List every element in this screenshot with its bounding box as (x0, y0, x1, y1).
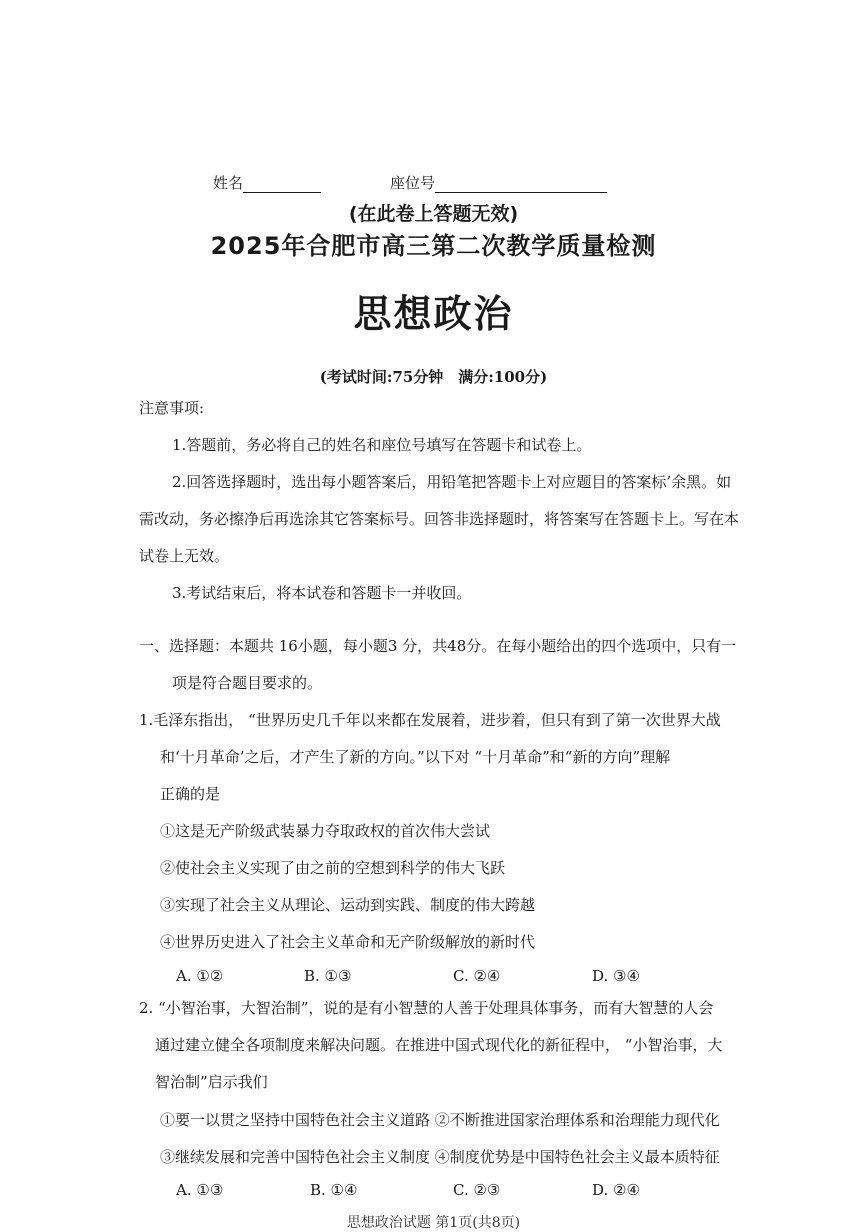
q2-choice-b: B. ①④ (310, 1181, 358, 1199)
q2-choice-c: C. ②③ (453, 1181, 501, 1199)
q1-choice-b: B. ①③ (304, 967, 352, 985)
q1-choice-a: A. ①② (176, 967, 224, 985)
q2-stem-line-2: 通过建立健全各项制度来解决问题。在推进中国式现代化的新征程中， “小智治事，大 (155, 1036, 723, 1054)
exam-title: 2025年合肥市高三第二次教学质量检测 (210, 232, 657, 260)
page-footer: 思想政治试题 第1页(共8页) (346, 1215, 521, 1231)
q2-option-row-1: ①要一以贯之坚持中国特色社会主义道路 ②不断推进国家治理体系和治理能力现代化 (160, 1111, 720, 1129)
q2-option-row-2: ③继续发展和完善中国特色社会主义制度 ④制度优势是中国特色社会主义最本质特征 (160, 1148, 720, 1166)
note-item-1: 1.答题前，务必将自己的姓名和座位号填写在答题卡和试卷上。 (172, 436, 592, 454)
seat-label: 座位号 (390, 174, 436, 192)
q2-stem-line-1: 2. “小智治事，大智治制”，说的是有小智慧的人善于处理具体事务，而有大智慧的人会 (139, 999, 714, 1017)
q1-option-3: ③实现了社会主义从理论、运动到实践、制度的伟大跨越 (160, 896, 536, 914)
note-item-2-line-3: 试卷上无效。 (139, 547, 230, 565)
name-label: 姓名 (213, 174, 244, 192)
invalid-notice: (在此卷上答题无效) (348, 203, 519, 225)
q1-choices (176, 966, 696, 986)
q1-option-4: ④世界历史进入了社会主义革命和无产阶级解放的新时代 (160, 933, 536, 951)
exam-info: (考试时间:75分钟 满分:100分) (319, 368, 548, 386)
name-blank (243, 175, 321, 193)
candidate-info-row (213, 172, 436, 193)
note-item-2-line-1: 2.回答选择题时，选出每小题答案后，用铅笔把答题卡上对应题目的答案标’余黑。如 (172, 473, 732, 491)
note-item-3: 3.考试结束后，将本试卷和答题卡一并收回。 (172, 584, 472, 602)
q1-stem-line-2: 和‘十月革命’之后，才产生了新的方向。”以下对 “十月革命”和“新的方向”理解 (160, 748, 671, 766)
subject-title: 思想政治 (353, 292, 514, 336)
q1-choice-d: D. ③④ (592, 967, 640, 985)
q1-stem-line-1: 1.毛泽东指出， “世界历史几千年以来都在发展着，进步着，但只有到了第一次世界大战 (139, 711, 721, 729)
section-heading-line-2: 项是符合题目要求的。 (172, 674, 323, 692)
notes-title: 注意事项: (139, 399, 205, 417)
seat-blank (435, 175, 607, 193)
q2-choice-d: D. ②④ (592, 1181, 640, 1199)
q1-choice-c: C. ②④ (453, 967, 501, 985)
note-item-2-line-2: 需改动，务必擦净后再选涂其它答案标号。回答非选择题时，将答案写在答题卡上。写在本 (139, 510, 740, 528)
q1-option-1: ①这是无产阶级武装暴力夺取政权的首次伟大尝试 (160, 822, 491, 840)
section-heading: 一、选择题：本题共 16小题，每小题3 分，共48分。在每小题给出的四个选项中，只有一 (139, 637, 737, 655)
q1-stem-line-3: 正确的是 (160, 785, 221, 803)
q1-option-2: ②使社会主义实现了由之前的空想到科学的伟大飞跃 (160, 859, 506, 877)
q2-choice-a: A. ①③ (176, 1181, 224, 1199)
q2-choices (176, 1180, 696, 1200)
q2-stem-line-3: 智治制”启示我们 (155, 1073, 268, 1091)
